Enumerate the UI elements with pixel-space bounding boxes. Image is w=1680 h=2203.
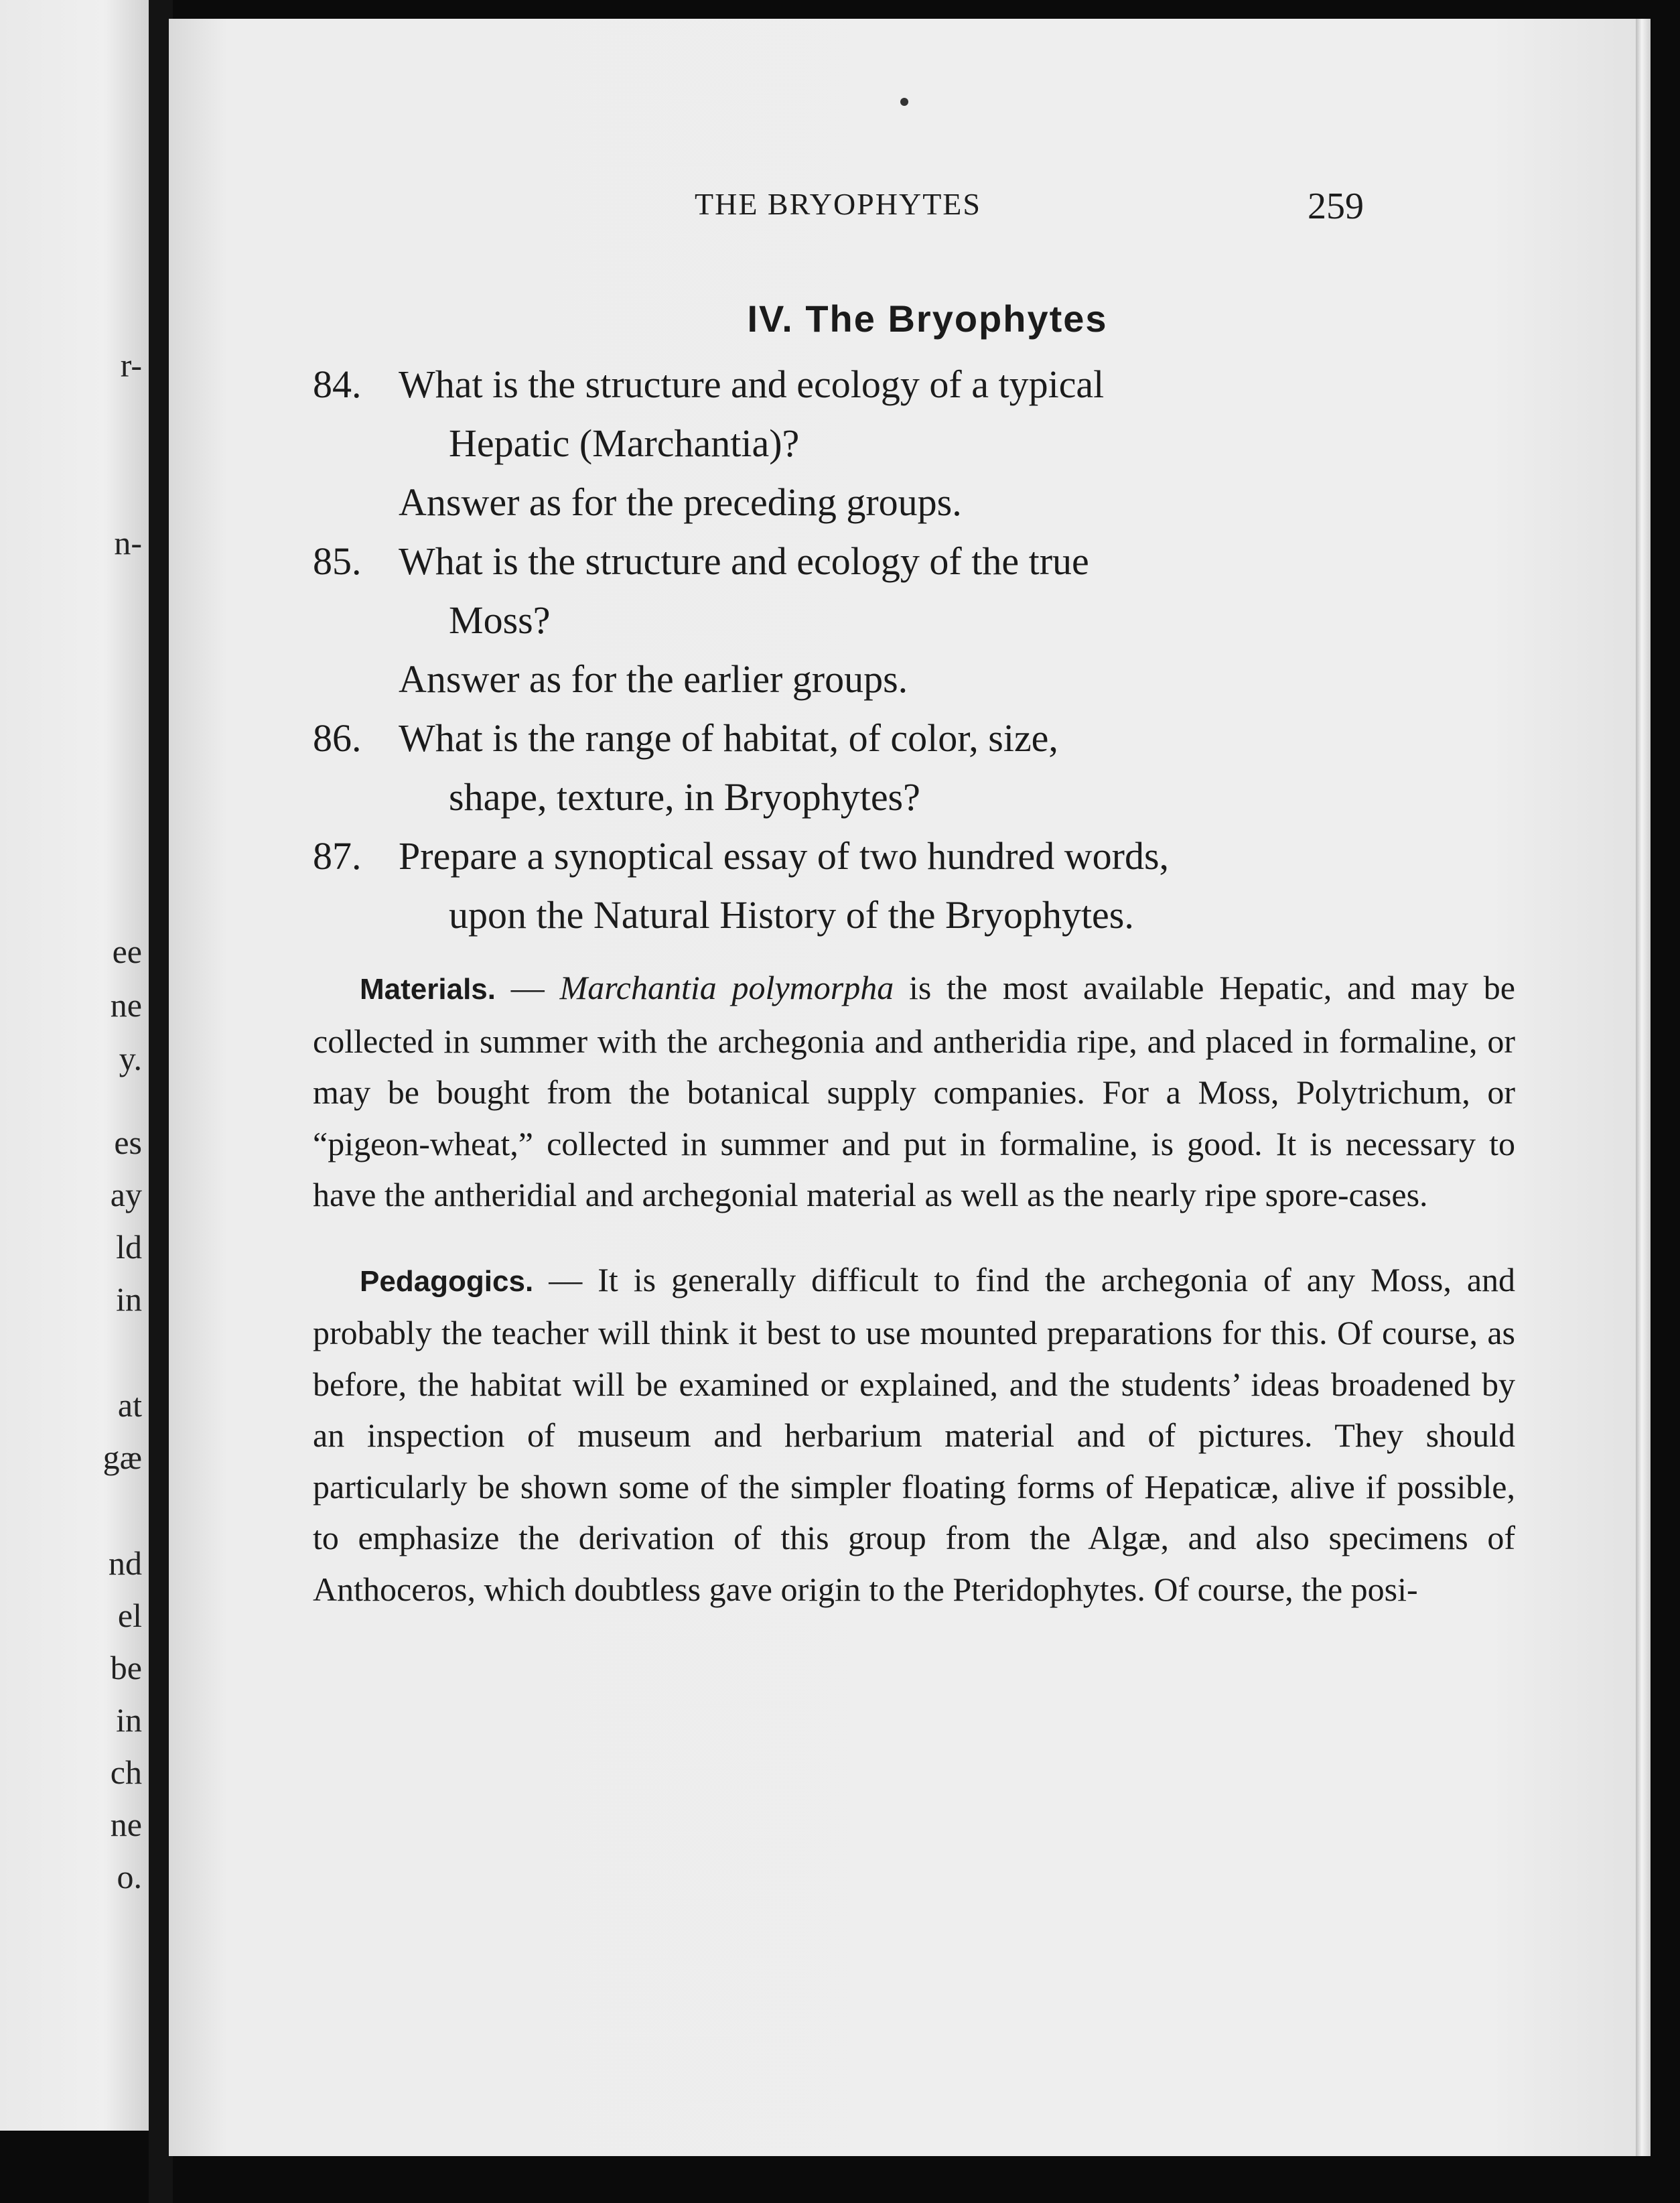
facing-page-fragment: ne xyxy=(110,986,142,1024)
facing-page-fragment: in xyxy=(116,1701,142,1739)
question-line: upon the Natural History of the Bryophytes. xyxy=(449,893,1134,937)
facing-page-fragment: gæ xyxy=(102,1439,142,1476)
question-line: Moss? xyxy=(449,598,551,642)
facing-page-fragment: ne xyxy=(110,1806,142,1843)
page-number: 259 xyxy=(1308,186,1364,227)
question-text xyxy=(399,827,1515,945)
question-number: 86. xyxy=(313,716,362,760)
text-block xyxy=(313,297,1515,1648)
question-text xyxy=(399,709,1515,827)
question-87 xyxy=(313,827,1515,945)
section-heading: IV. The Bryophytes xyxy=(747,297,1108,340)
facing-page-fragment: n- xyxy=(114,524,142,561)
facing-page-fragment: in xyxy=(116,1280,142,1318)
facing-page-fragment: ch xyxy=(110,1753,142,1791)
answer-84: Answer as for the preceding groups. xyxy=(399,480,962,524)
question-line: shape, texture, in Bryophytes? xyxy=(449,775,920,819)
pedagogics-label: Pedagogics. xyxy=(360,1264,534,1298)
pedagogics-paragraph xyxy=(313,1254,1515,1615)
facing-page-fragment: o. xyxy=(117,1858,142,1895)
facing-page-fragment: at xyxy=(117,1386,142,1424)
question-86 xyxy=(313,709,1515,827)
question-84 xyxy=(313,355,1515,473)
question-text xyxy=(399,532,1515,650)
pedagogics-text: It is generally difficult to find the archegonia of any Moss, and probably the teacher will think it best to use mounted preparations for this. Of course, as before, the habitat will be examined or explained, and the students’ ideas broadened by an inspection of museum and herbarium material and of pictures. They should particularly be shown some of the simpler floating forms of Hepaticæ, alive if possible, to emphasize the derivation of this group from the Algæ, and also specimens of Anthoceros, which doubtless gave origin to the Pteridophytes. Of course, the posi- xyxy=(313,1260,1516,1608)
answer-85: Answer as for the earlier groups. xyxy=(399,657,908,701)
species-name: Marchantia polymorpha xyxy=(559,969,894,1006)
ink-speck xyxy=(900,98,908,106)
facing-page-fragment: be xyxy=(110,1649,142,1686)
page-edge xyxy=(1636,19,1651,2156)
question-line: Hepatic (Marchantia)? xyxy=(449,421,800,465)
question-line: What is the range of habitat, of color, size, xyxy=(399,716,1058,760)
question-number: 84. xyxy=(313,362,362,406)
facing-page-fragment: el xyxy=(117,1597,142,1634)
facing-page-fragment: es xyxy=(114,1124,142,1161)
facing-page-fragment: ay xyxy=(110,1176,142,1213)
materials-text: is the most available Hepatic, and may be collected in summer with the archegonia and antheridia ripe, and placed in formaline, or may be bought from the botanical supply companies. For a Moss, Polytrichum, or “pigeon-wheat,” collected in summer and put in formaline, is good. It is necessary to have the antheridial and archegonial material as well as the nearly ripe spore-cases. xyxy=(313,969,1516,1213)
question-text xyxy=(399,355,1515,473)
book-page xyxy=(169,19,1636,2156)
materials-label: Materials. xyxy=(360,973,496,1006)
facing-page-fragment: ld xyxy=(116,1228,142,1266)
facing-page-fragment: r- xyxy=(120,346,142,384)
materials-paragraph xyxy=(313,962,1515,1221)
question-number: 87. xyxy=(313,834,362,878)
pedagogics-dash: — xyxy=(533,1260,598,1298)
question-line: Prepare a synoptical essay of two hundred words, xyxy=(399,834,1170,878)
question-number: 85. xyxy=(313,539,362,583)
question-line: What is the structure and ecology of a typical xyxy=(399,362,1105,406)
facing-page-fragment: nd xyxy=(109,1544,142,1582)
question-85 xyxy=(313,532,1515,650)
facing-page xyxy=(0,0,149,2131)
facing-page-fragment: y. xyxy=(119,1040,142,1077)
question-line: What is the structure and ecology of the true xyxy=(399,539,1089,583)
materials-dash: — xyxy=(495,969,560,1006)
facing-page-fragment: ee xyxy=(112,933,142,970)
running-title: THE BRYOPHYTES xyxy=(695,187,981,221)
